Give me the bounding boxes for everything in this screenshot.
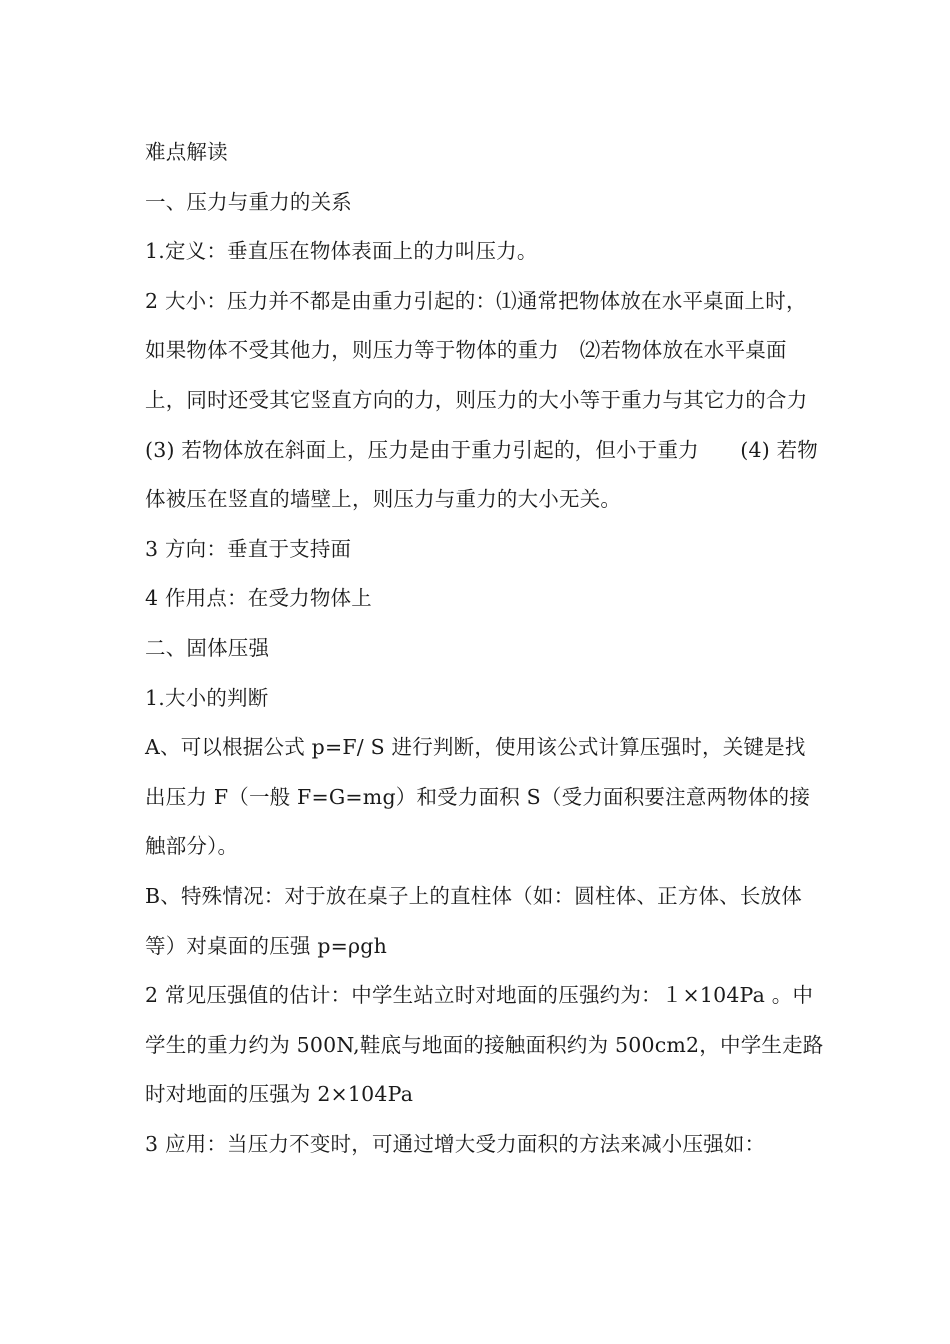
paragraph-direction: 3 方向：垂直于支持面 [145, 536, 352, 561]
paragraph-formula: A、可以根据公式 p=F/ S 进行判断，使用该公式计算压强时，关键是找出压力 F（一般 F=G=mg）和受力面积 S（受力面积要注意两物体的接触部分）。 [145, 735, 811, 859]
paragraph-special-case: B、特殊情况：对于放在桌子上的直柱体（如：圆柱体、正方体、长放体等）对桌面的压强 p=ρgh [145, 883, 802, 958]
paragraph-judgement: 1.大小的判断 [145, 685, 269, 710]
section-heading-solid-pressure: 二、固体压强 [145, 635, 270, 660]
document-title: 难点解读 [145, 140, 228, 164]
section-heading-pressure-gravity: 一、压力与重力的关系 [145, 189, 352, 214]
document-body [145, 128, 829, 1169]
paragraph-magnitude: 2 大小：压力并不都是由重力引起的：⑴通常把物体放在水平桌面上时，如果物体不受其他力，则压力等于物体的重力 ⑵若物体放在水平桌面上，同时还受其它竖直方向的力，则压力的大小等于重力与其它力的合力 (3) 若物体放在斜面上，压力是由于重力引起的，但小于重力 (4) 若物体被压在竖直的墙壁上，则压力与重力的大小无关。 [145, 288, 829, 512]
paragraph-application: 3 应用：当压力不变时，可通过增大受力面积的方法来减小压强如： [145, 1131, 766, 1156]
paragraph-point-of-action: 4 作用点：在受力物体上 [145, 586, 372, 611]
paragraph-estimation: 2 常见压强值的估计：中学生站立时对地面的压强约为：１×104Pa 。中学生的重力约为 500N,鞋底与地面的接触面积约为 500cm2，中学生走路时对地面的压强为 2×104Pa [145, 983, 824, 1107]
paragraph-definition: 1.定义：垂直压在物体表面上的力叫压力。 [145, 239, 538, 264]
